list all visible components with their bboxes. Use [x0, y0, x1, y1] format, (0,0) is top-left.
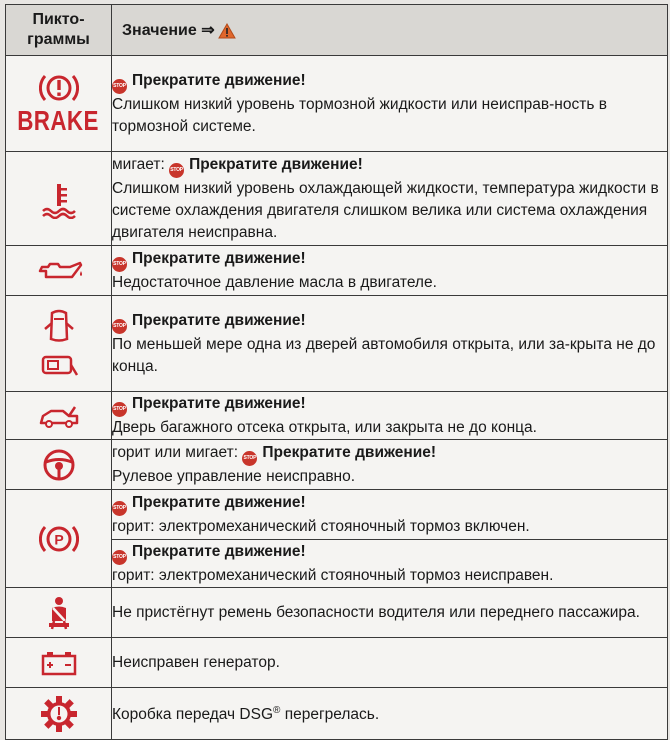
table-row: [6, 490, 668, 540]
stop-icon: STOP: [112, 319, 127, 334]
brake-circle-exclamation-icon: [6, 71, 111, 105]
row-body-end: перегрелась.: [280, 706, 380, 724]
header-meaning: [112, 5, 668, 56]
row-title: Прекратите движение!: [132, 249, 306, 267]
row-body: Недостаточное давление масла в двигателе.: [112, 273, 437, 291]
car-door-open-side-icon: [6, 353, 111, 379]
row-icons: [6, 296, 112, 392]
row-text: [112, 588, 668, 638]
row-text: [112, 440, 668, 490]
row-text: [112, 688, 668, 740]
row-prefix: мигает:: [112, 155, 165, 173]
stop-icon: STOP: [169, 163, 184, 178]
table-row: [6, 56, 668, 152]
header-meaning-label: Значение ⇒: [122, 22, 215, 39]
row-body: По меньшей мере одна из дверей автомобиля открыта, или за-крыта не до конца.: [112, 335, 656, 375]
row-title: Прекратите движение!: [132, 71, 306, 89]
row-title: Прекратите движение!: [132, 311, 306, 329]
stop-icon: STOP: [112, 257, 127, 272]
row-body: Слишком низкий уровень тормозной жидкости или неисправ-ность в тормозной системе.: [112, 95, 607, 135]
row-body: Не пристёгнут ремень безопасности водителя или переднего пассажира.: [112, 603, 640, 621]
table-row: [6, 152, 668, 246]
steering-wheel-icon: [6, 440, 112, 490]
brake-text-icon: [6, 105, 111, 137]
row-text: [112, 638, 668, 688]
car-trunk-open-icon: [6, 392, 112, 440]
row-text: [112, 392, 668, 440]
brake-label: BRAKE: [17, 104, 100, 136]
row-title: Прекратите движение!: [189, 155, 363, 173]
car-door-open-top-icon: [6, 309, 111, 343]
row-body: горит: электромеханический стояночный тормоз неисправен.: [112, 566, 554, 584]
parking-brake-icon: [6, 490, 112, 588]
row-prefix: горит или мигает:: [112, 443, 239, 461]
row-title: Прекратите движение!: [262, 443, 437, 461]
stop-icon: STOP: [112, 501, 127, 516]
row-body: Дверь багажного отсека открыта, или закрыта не до конца.: [112, 418, 537, 436]
stop-icon: STOP: [112, 550, 127, 565]
row-text: [112, 540, 668, 588]
row-text: [112, 152, 668, 246]
coolant-temperature-icon: [6, 152, 112, 246]
row-body: горит: электромеханический стояночный тормоз включен.: [112, 517, 530, 535]
row-text: [112, 490, 668, 540]
table-row: [6, 688, 668, 740]
row-text: [112, 296, 668, 392]
header-icons-line1: Пикто-: [32, 11, 85, 28]
gearbox-overheat-icon: [6, 688, 112, 740]
header-icons: [6, 5, 112, 56]
row-body: Рулевое управление неисправно.: [112, 467, 356, 485]
row-title: Прекратите движение!: [132, 542, 306, 560]
battery-icon: [6, 638, 112, 688]
oil-can-icon: [6, 246, 112, 296]
row-body: Коробка передач DSG: [112, 706, 274, 724]
warning-lights-table: [5, 4, 668, 740]
table-row: [6, 296, 668, 392]
table-row: [6, 246, 668, 296]
seat-belt-icon: [6, 588, 112, 638]
row-text: [112, 56, 668, 152]
table-row: [6, 392, 668, 440]
registered-mark: ®: [273, 705, 281, 717]
table-row: [6, 440, 668, 490]
table-row: [6, 588, 668, 638]
stop-icon: STOP: [112, 402, 127, 417]
table-row: [6, 638, 668, 688]
stop-icon: STOP: [242, 451, 257, 466]
row-body: Слишком низкий уровень охлаждающей жидкости, температура жидкости в системе охлаждения двигателя слишком велика или система охлаждения двигателя неисправна.: [112, 179, 659, 241]
row-body: Неисправен генератор.: [112, 653, 280, 671]
row-title: Прекратите движение!: [132, 493, 306, 511]
row-text: [112, 246, 668, 296]
stop-icon: STOP: [112, 79, 127, 94]
row-icons: [6, 56, 112, 152]
row-title: Прекратите движение!: [132, 394, 306, 412]
warning-triangle-icon: [218, 23, 236, 39]
header-icons-line2: граммы: [27, 31, 90, 48]
svg-text:P: P: [53, 531, 64, 547]
